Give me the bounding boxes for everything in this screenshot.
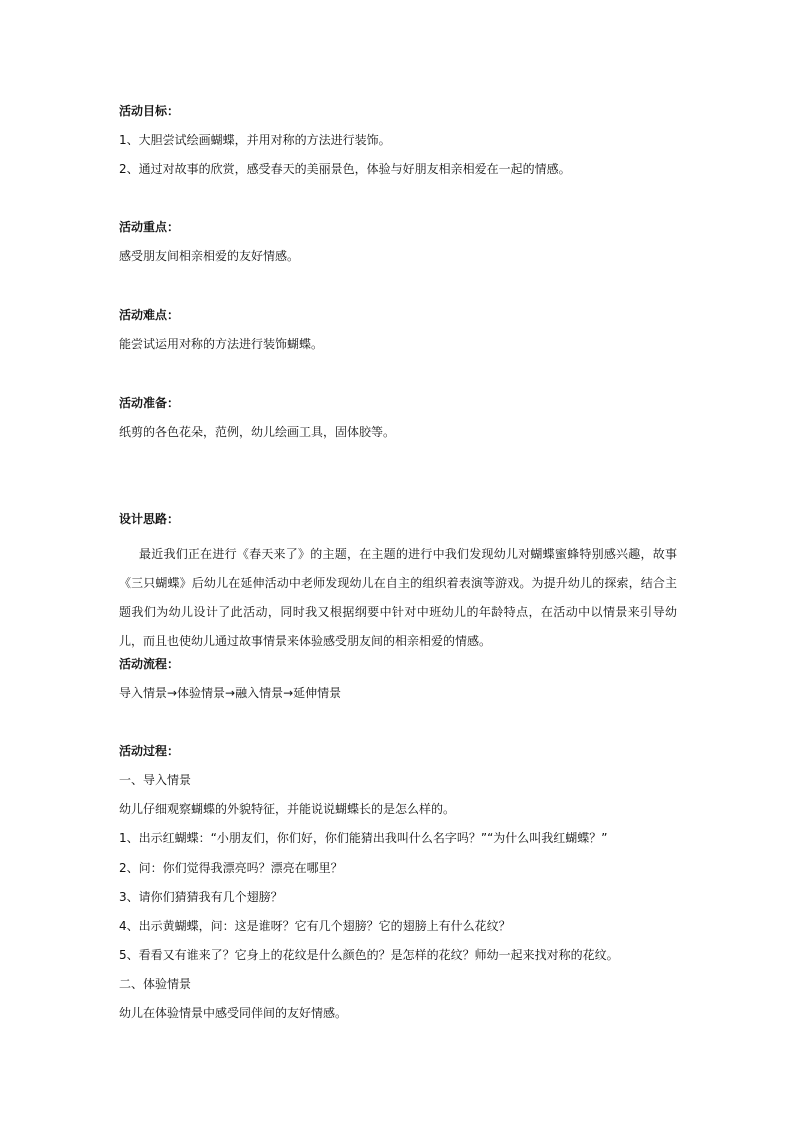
section2-intro: 幼儿在体验情景中感受同伴间的友好情感。 xyxy=(119,1006,348,1020)
process-heading: 活动过程： xyxy=(119,744,180,758)
difficulty-text: 能尝试运用对称的方法进行装饰蝴蝶。 xyxy=(119,337,324,351)
goal-item-1: 1、大胆尝试绘画蝴蝶，并用对称的方法进行装饰。 xyxy=(119,133,391,147)
process-step-4: 4、出示黄蝴蝶，问：这是谁呀？它有几个翅膀？它的翅膀上有什么花纹？ xyxy=(119,919,511,933)
goal-item-2: 2、通过对故事的欣赏，感受春天的美丽景色，体验与好朋友相亲相爱在一起的情感。 xyxy=(119,162,571,176)
key-point-heading: 活动重点： xyxy=(119,220,180,234)
design-heading: 设计思路： xyxy=(119,512,180,526)
preparation-text: 纸剪的各色花朵，范例，幼儿绘画工具，固体胶等。 xyxy=(119,425,396,439)
section1-intro: 幼儿仔细观察蝴蝶的外貌特征，并能说说蝴蝶长的是怎么样的。 xyxy=(119,802,456,816)
difficulty-heading: 活动难点： xyxy=(119,308,180,322)
section1-title: 一、导入情景 xyxy=(119,773,192,787)
process-step-1: 1、出示红蝴蝶：“小朋友们，你们好，你们能猜出我叫什么名字吗？”“为什么叫我红蝴蝶？” xyxy=(119,831,608,845)
preparation-heading: 活动准备： xyxy=(119,396,180,410)
process-step-2: 2、问：你们觉得我漂亮吗？漂亮在哪里？ xyxy=(119,861,343,875)
flow-text: 导入情景→体验情景→融入情景→延伸情景 xyxy=(119,686,342,700)
key-point-text: 感受朋友间相亲相爱的友好情感。 xyxy=(119,249,300,263)
goals-heading: 活动目标： xyxy=(119,104,180,118)
section2-title: 二、体验情景 xyxy=(119,977,192,991)
flow-heading: 活动流程： xyxy=(119,657,180,671)
design-paragraph: 最近我们正在进行《春天来了》的主题，在主题的进行中我们发现幼儿对蝴蝶蜜蜂特别感兴趣，故事《三只蝴蝶》后幼儿在延伸活动中老师发现幼儿在自主的组织着表演等游戏。为提升幼儿的探索，结合主题我们为幼儿设计了此活动，同时我又根据纲要中针对中班幼儿的年龄特点，在活动中以情景来引导幼儿，而且也使幼儿通过故事情景来体验感受朋友间的相亲相爱的情感。 xyxy=(119,547,677,648)
process-step-3: 3、请你们猜猜我有几个翅膀？ xyxy=(119,890,283,904)
process-step-5: 5、看看又有谁来了？它身上的花纹是什么颜色的？是怎样的花纹？师幼一起来找对称的花纹。 xyxy=(119,948,619,962)
